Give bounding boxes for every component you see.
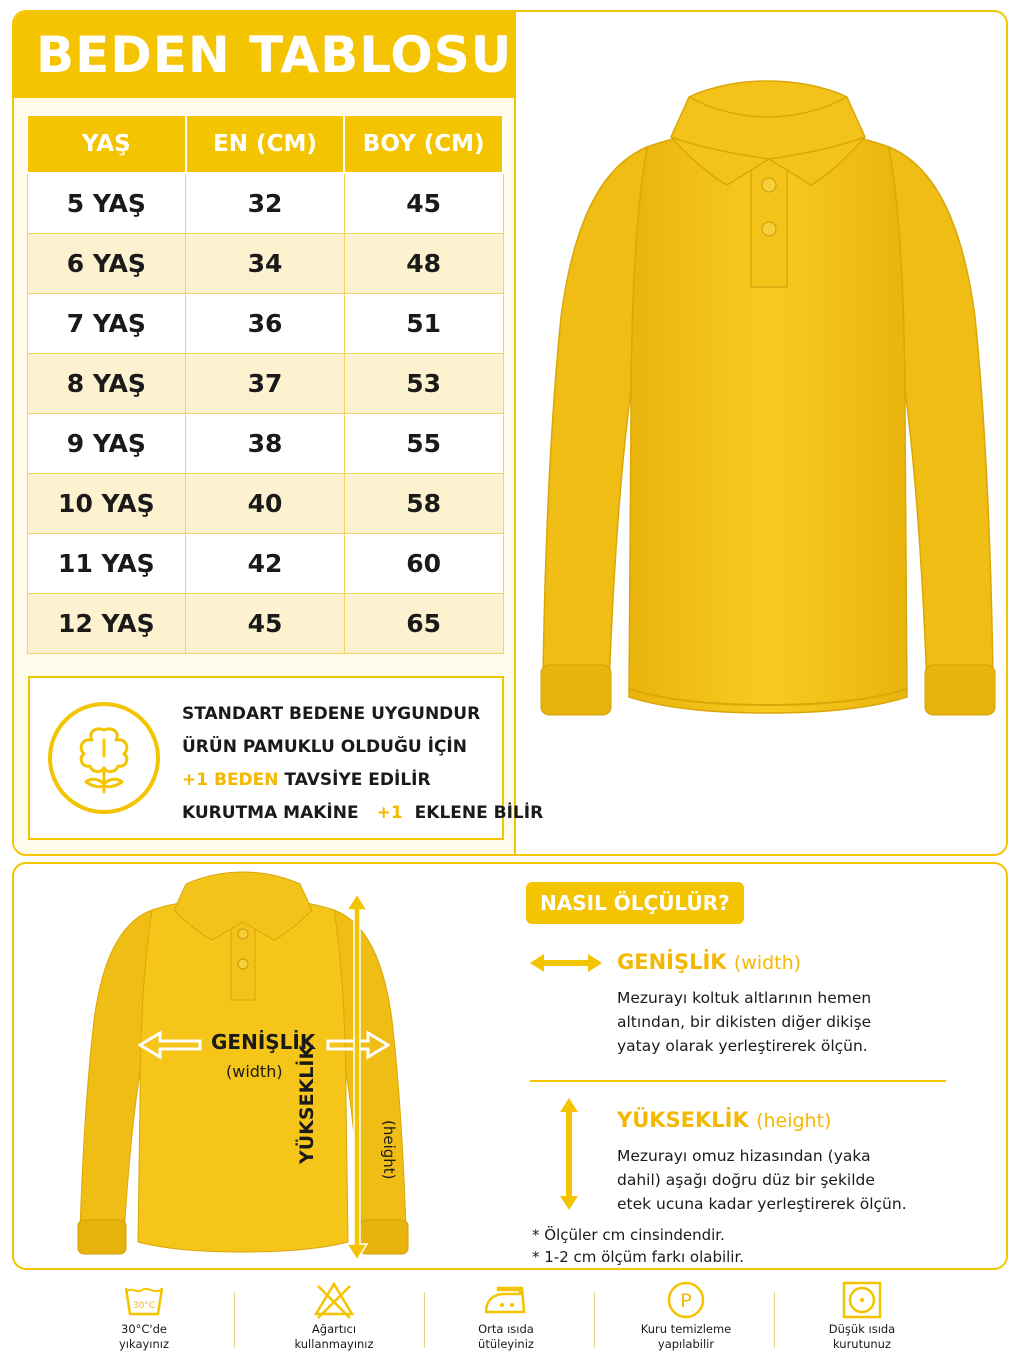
info-line: [182, 768, 496, 801]
cell-age: 6 YAŞ: [27, 233, 186, 293]
cell-width: 42: [186, 533, 345, 593]
header-age: YAŞ: [27, 115, 186, 173]
cell-width: 45: [186, 593, 345, 653]
cell-width: 32: [186, 173, 345, 233]
cell-length: 65: [344, 593, 503, 653]
cell-age: 12 YAŞ: [27, 593, 186, 653]
cell-length: 48: [344, 233, 503, 293]
section-divider: [530, 1080, 946, 1082]
care-label: [254, 1322, 414, 1352]
height-description: Mezurayı omuz hizasından (yaka dahil) aşağı doğru düz bir şekilde etek ucuna kadar yerleştirerek ölçün.: [617, 1147, 907, 1213]
cell-age: 10 YAŞ: [27, 473, 186, 533]
width-title-sub: (width): [733, 952, 802, 974]
table-row: [27, 173, 503, 233]
info-text: TAVSİYE EDİLİR: [278, 770, 431, 790]
height-title: YÜKSEKLİK: [617, 1108, 749, 1132]
care-label-line2: yapılabilir: [657, 1337, 715, 1351]
info-text: KURUTMA MAKİNE: [182, 803, 359, 823]
size-table: [26, 114, 504, 654]
fit-info-text: [182, 702, 544, 834]
table-row: [27, 413, 503, 473]
care-divider: [424, 1292, 425, 1348]
care-label: [426, 1322, 586, 1352]
info-line: [182, 801, 544, 834]
care-divider: [774, 1292, 775, 1348]
table-row: [27, 233, 503, 293]
care-label: [782, 1322, 942, 1352]
table-header-row: [27, 115, 503, 173]
width-section-title: [617, 950, 801, 974]
tumble-dry-low-icon: [840, 1280, 884, 1320]
dryclean-letter: P: [680, 1290, 692, 1312]
iron-medium-icon: [482, 1280, 530, 1320]
size-chart-panel: [12, 10, 1008, 856]
care-item-dryclean: [606, 1276, 766, 1352]
dry-clean-p-icon: [664, 1280, 708, 1320]
vertical-arrow-icon: [558, 1096, 580, 1212]
table-row: [27, 293, 503, 353]
diagram-width-label: GENİŞLİK: [211, 1030, 316, 1054]
info-line: ÜRÜN PAMUKLU OLDUĞU İÇİN: [182, 737, 467, 757]
how-to-measure-badge: NASIL ÖLÇÜLÜR?: [526, 882, 744, 924]
cell-length: 55: [344, 413, 503, 473]
wash-30-icon: [122, 1280, 166, 1320]
height-section-title: [617, 1108, 831, 1132]
size-chart-column: [14, 12, 544, 854]
cell-age: 8 YAŞ: [27, 353, 186, 413]
cell-length: 60: [344, 533, 503, 593]
care-label-line1: Kuru temizleme: [640, 1322, 732, 1336]
care-label-line1: Düşük ısıda: [828, 1322, 896, 1336]
table-row: [27, 593, 503, 653]
care-label-line1: Ağartıcı: [311, 1322, 357, 1336]
care-instructions: [12, 1276, 1008, 1356]
horizontal-arrow-icon: [528, 952, 604, 974]
table-row: [27, 533, 503, 593]
info-highlight: +1 BEDEN: [182, 770, 279, 790]
cell-age: 5 YAŞ: [27, 173, 186, 233]
cell-width: 37: [186, 353, 345, 413]
height-title-sub: (height): [756, 1110, 832, 1132]
care-label-line2: kullanmayınız: [294, 1337, 374, 1351]
care-label-line1: 30°C'de: [121, 1322, 167, 1336]
diagram-height-label: YÜKSEKLİK: [296, 1044, 318, 1164]
width-description: Mezurayı koltuk altlarının hemen altından, bir dikisten diğer dikişe yatay olarak yerleştirerek ölçün.: [617, 989, 872, 1055]
title-bar: [14, 12, 514, 98]
table-row: [27, 353, 503, 413]
diagram-height-sub: (height): [380, 1120, 398, 1180]
fit-info-box: [28, 676, 544, 840]
care-label: [606, 1322, 766, 1352]
cell-age: 7 YAŞ: [27, 293, 186, 353]
header-length: BOY (CM): [344, 115, 503, 173]
page-title: BEDEN TABLOSU: [36, 26, 513, 84]
care-label: [64, 1322, 224, 1352]
wash-temp-text: 30°C: [132, 1301, 156, 1311]
cotton-flower-icon: [46, 700, 162, 816]
height-arrow-icon: [344, 892, 370, 1262]
width-title: GENİŞLİK: [617, 950, 727, 974]
cell-length: 45: [344, 173, 503, 233]
cell-length: 53: [344, 353, 503, 413]
header-width: EN (CM): [186, 115, 345, 173]
care-item-dry: [782, 1276, 942, 1352]
cell-width: 34: [186, 233, 345, 293]
care-divider: [594, 1292, 595, 1348]
care-item-iron: [426, 1276, 586, 1352]
care-divider: [234, 1292, 235, 1348]
cell-length: 58: [344, 473, 503, 533]
cell-width: 36: [186, 293, 345, 353]
polo-shirt-image: [529, 77, 1007, 737]
info-highlight: +1: [376, 803, 403, 823]
info-line: STANDART BEDENE UYGUNDUR: [182, 704, 481, 724]
diagram-width-sub: (width): [226, 1062, 283, 1081]
note-units: * Ölçüler cm cinsindendir.: [532, 1226, 725, 1244]
how-to-measure-panel: [12, 862, 1008, 1270]
cell-age: 11 YAŞ: [27, 533, 186, 593]
cell-width: 38: [186, 413, 345, 473]
care-label-line1: Orta ısıda: [478, 1322, 534, 1336]
care-item-bleach: [254, 1276, 414, 1352]
cell-age: 9 YAŞ: [27, 413, 186, 473]
care-label-line2: kurutunuz: [832, 1337, 892, 1351]
cell-length: 51: [344, 293, 503, 353]
care-label-line2: ütüleyiniz: [478, 1337, 534, 1351]
table-row: [27, 473, 503, 533]
note-tolerance: * 1-2 cm ölçüm farkı olabilir.: [532, 1248, 745, 1266]
info-text: EKLENE BİLİR: [414, 803, 544, 823]
care-label-line2: yıkayınız: [118, 1337, 170, 1351]
care-item-wash: [64, 1276, 224, 1352]
cell-width: 40: [186, 473, 345, 533]
no-bleach-icon: [312, 1280, 356, 1320]
